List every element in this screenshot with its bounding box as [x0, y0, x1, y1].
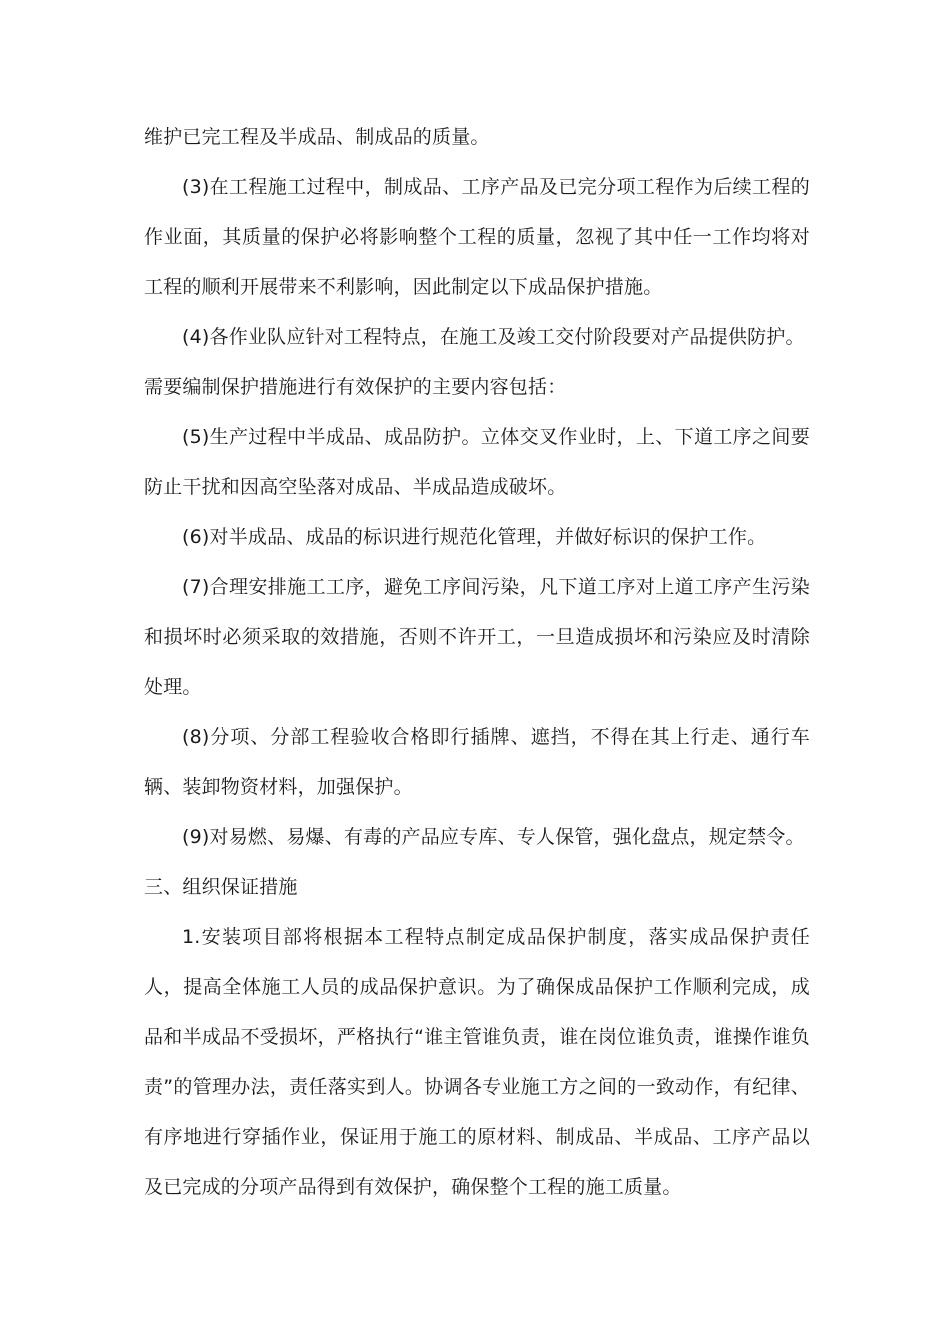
paragraph-item-5: (5)生产过程中半成品、成品防护。立体交叉作业时，上、下道工序之间要防止干扰和因高空坠落对成品、半成品造成破坏。: [144, 426, 810, 498]
paragraph-protection-intro: 需要编制保护措施进行有效保护的主要内容包括：: [144, 376, 567, 398]
paragraph-item-7: (7)合理安排施工工序，避免工序间污染，凡下道工序对上道工序产生污染和损坏时必须采取的效措施，否则不许开工，一旦造成损坏和污染应及时清除处理。: [144, 576, 810, 698]
paragraph-item-4: (4)各作业队应针对工程特点，在施工及竣工交付阶段要对产品提供防护。: [182, 326, 805, 348]
paragraph-item-8: (8)分项、分部工程验收合格即行插牌、遮挡，不得在其上行走、通行车辆、装卸物资材料，加强保护。: [144, 726, 810, 798]
document-body: [144, 112, 810, 1212]
paragraph-section-1: 1.安装项目部将根据本工程特点制定成品保护制度，落实成品保护责任人，提高全体施工人员的成品保护意识。为了确保成品保护工作顺利完成，成品和半成品不受损坏，严格执行“谁主管谁负责，谁在岗位谁负责，谁操作谁负责”的管理办法，责任落实到人。协调各专业施工方之间的一致动作，有纪律、有序地进行穿插作业，保证用于施工的原材料、制成品、半成品、工序产品以及已完成的分项产品得到有效保护，确保整个工程的施工质量。: [144, 926, 810, 1198]
paragraph-continuation: 维护已完工程及半成品、制成品的质量。: [144, 126, 490, 148]
paragraph-item-6: (6)对半成品、成品的标识进行规范化管理，并做好标识的保护工作。: [182, 526, 767, 548]
paragraph-item-9: (9)对易燃、易爆、有毒的产品应专库、专人保管，强化盘点，规定禁令。: [182, 826, 805, 848]
section-heading: 三、组织保证措施: [144, 876, 298, 898]
paragraph-item-3: (3)在工程施工过程中，制成品、工序产品及已完分项工程作为后续工程的作业面，其质量的保护必将影响整个工程的质量，忽视了其中任一工作均将对工程的顺利开展带来不利影响，因此制定以下成品保护措施。: [144, 176, 810, 298]
